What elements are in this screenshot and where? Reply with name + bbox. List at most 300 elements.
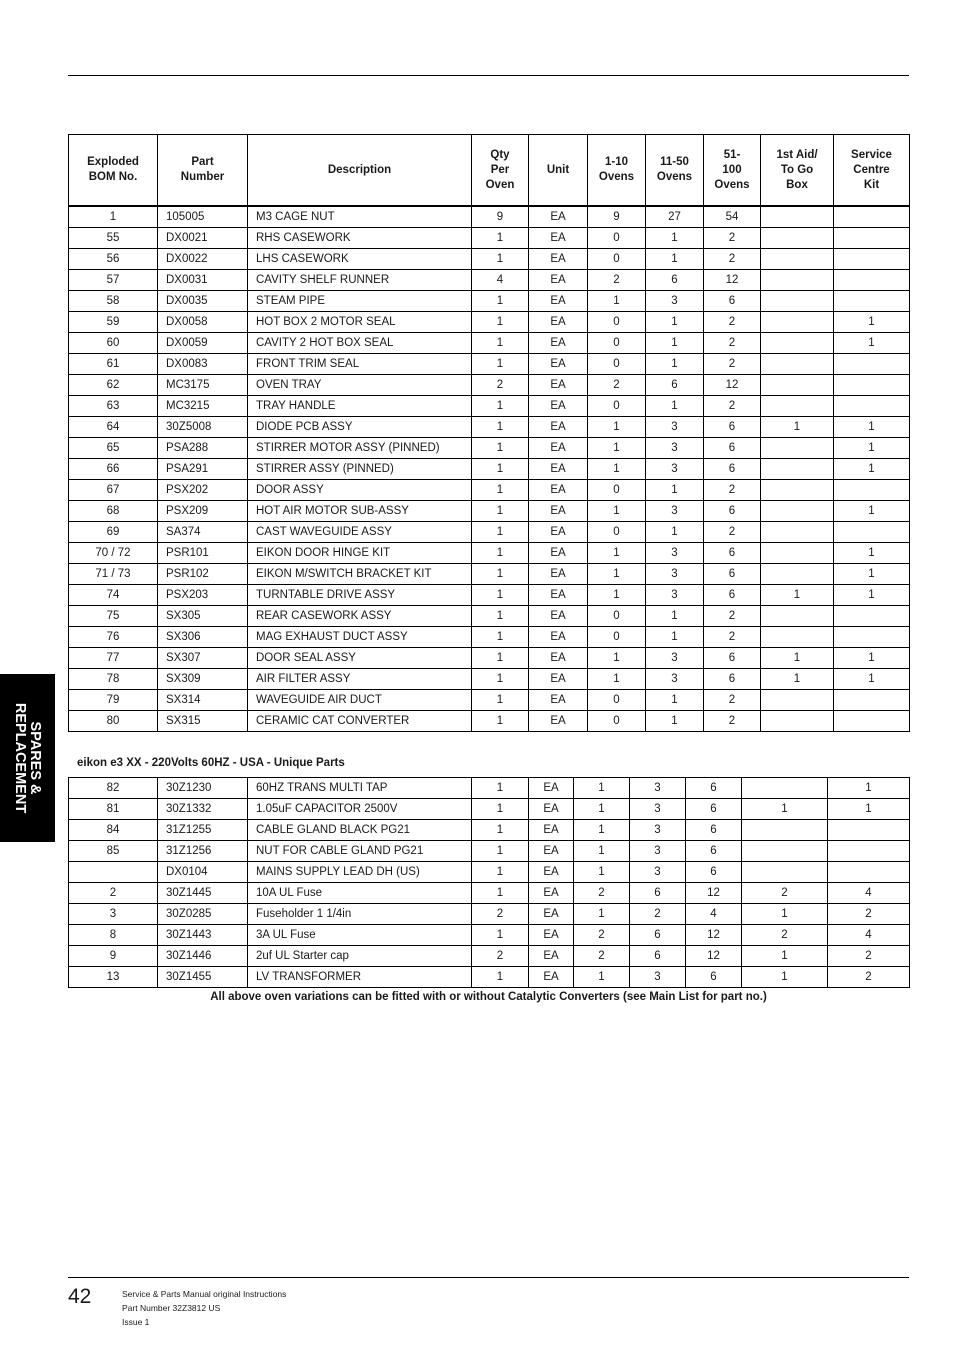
column-header: 11-50 Ovens (646, 135, 704, 207)
table-cell: 2 (704, 333, 761, 354)
table-cell (761, 291, 834, 312)
table-cell: 1 (742, 904, 828, 925)
table-cell: 3 (646, 417, 704, 438)
table-cell: 1 (472, 690, 529, 711)
table-cell: 1 (588, 291, 646, 312)
table-row (69, 690, 910, 711)
table-cell (834, 206, 910, 228)
table-cell: TURNTABLE DRIVE ASSY (248, 585, 472, 606)
table-cell: CAST WAVEGUIDE ASSY (248, 522, 472, 543)
table-cell: 30Z1455 (158, 967, 248, 988)
table-cell: OVEN TRAY (248, 375, 472, 396)
table-cell: 2 (574, 925, 630, 946)
table-row (69, 312, 910, 333)
table-cell: 75 (69, 606, 158, 627)
table-cell: WAVEGUIDE AIR DUCT (248, 690, 472, 711)
table-cell: DX0021 (158, 228, 248, 249)
table-cell: 12 (704, 270, 761, 291)
table-cell: DX0059 (158, 333, 248, 354)
table-row (69, 459, 910, 480)
table-cell: 0 (588, 249, 646, 270)
table-cell: 0 (588, 333, 646, 354)
table-cell: 1 (834, 501, 910, 522)
table-cell: 2 (472, 904, 529, 925)
table-cell: 62 (69, 375, 158, 396)
table-cell: 1 (472, 228, 529, 249)
table-cell: 4 (828, 883, 910, 904)
table-cell: 2 (472, 375, 529, 396)
table-cell: 1 (834, 312, 910, 333)
table-cell: 67 (69, 480, 158, 501)
table-cell: 2 (704, 711, 761, 732)
table-row (69, 820, 910, 841)
footnote: All above oven variations can be fitted with or without Catalytic Converters (see Main List for part no.) (210, 991, 767, 1003)
table-cell: 1 (761, 648, 834, 669)
table-cell: 1 (472, 711, 529, 732)
table-row (69, 354, 910, 375)
table-cell: 6 (704, 648, 761, 669)
table-cell: 3 (646, 669, 704, 690)
table-cell: DX0058 (158, 312, 248, 333)
table-cell (742, 778, 828, 799)
table-cell: 2 (704, 627, 761, 648)
table-cell: 4 (828, 925, 910, 946)
table-cell: EIKON M/SWITCH BRACKET KIT (248, 564, 472, 585)
table-cell: 2 (588, 375, 646, 396)
table-cell: 2 (742, 925, 828, 946)
table-row (69, 925, 910, 946)
table-cell: 1 (646, 228, 704, 249)
table-cell: EA (529, 522, 588, 543)
table-cell (761, 522, 834, 543)
table-cell: 1.05uF CAPACITOR 2500V (248, 799, 472, 820)
column-header: 1-10 Ovens (588, 135, 646, 207)
table-cell: 0 (588, 480, 646, 501)
table-cell: 6 (686, 862, 742, 883)
table-cell: 3 (646, 543, 704, 564)
table-cell: 12 (686, 925, 742, 946)
table-cell: STIRRER MOTOR ASSY (PINNED) (248, 438, 472, 459)
table-cell: EA (529, 925, 574, 946)
table-cell: 30Z1445 (158, 883, 248, 904)
table-cell: PSX203 (158, 585, 248, 606)
table-cell: 1 (472, 820, 529, 841)
table-cell: 30Z0285 (158, 904, 248, 925)
table-cell: EA (529, 354, 588, 375)
parts-table (68, 134, 910, 732)
table-cell: EA (529, 820, 574, 841)
section-tab-line-1: SPARES & (27, 721, 43, 795)
table-row (69, 627, 910, 648)
table-cell: 84 (69, 820, 158, 841)
table-cell: EA (529, 967, 574, 988)
table-cell: 59 (69, 312, 158, 333)
table-cell: SX315 (158, 711, 248, 732)
table-cell: EA (529, 883, 574, 904)
table-cell: LHS CASEWORK (248, 249, 472, 270)
table-cell: 6 (686, 799, 742, 820)
table-cell: 1 (834, 669, 910, 690)
table-cell: EA (529, 690, 588, 711)
table-cell: 0 (588, 354, 646, 375)
table-row (69, 669, 910, 690)
table-cell: 1 (834, 564, 910, 585)
table-cell: 30Z1443 (158, 925, 248, 946)
table-row (69, 333, 910, 354)
table-cell (834, 228, 910, 249)
table-cell: HOT AIR MOTOR SUB-ASSY (248, 501, 472, 522)
table-cell: EA (529, 648, 588, 669)
table-cell: 2 (630, 904, 686, 925)
table-cell: 1 (574, 904, 630, 925)
table-cell: MAG EXHAUST DUCT ASSY (248, 627, 472, 648)
table-cell: PSA291 (158, 459, 248, 480)
table-cell (761, 228, 834, 249)
table-cell (761, 249, 834, 270)
table-body (69, 778, 910, 988)
table-cell (761, 354, 834, 375)
table-cell: 12 (704, 375, 761, 396)
table-cell: 1 (588, 564, 646, 585)
table-cell (742, 862, 828, 883)
table-cell: M3 CAGE NUT (248, 206, 472, 228)
table-cell: 1 (472, 883, 529, 904)
table-cell (834, 375, 910, 396)
unique-parts-table (68, 777, 910, 988)
table-row (69, 904, 910, 925)
table-cell: 31Z1256 (158, 841, 248, 862)
table-cell: 85 (69, 841, 158, 862)
table-cell: 1 (646, 312, 704, 333)
table-row (69, 270, 910, 291)
table-cell: 6 (704, 669, 761, 690)
table-cell: EA (529, 270, 588, 291)
table-cell: 1 (588, 543, 646, 564)
table-row (69, 396, 910, 417)
table-cell: CERAMIC CAT CONVERTER (248, 711, 472, 732)
table-cell: 1 (574, 778, 630, 799)
table-cell: 2 (704, 312, 761, 333)
table-cell: 27 (646, 206, 704, 228)
table-cell: EA (529, 206, 588, 228)
table-cell: 1 (588, 669, 646, 690)
table-cell: 1 (574, 862, 630, 883)
table-cell: 6 (686, 967, 742, 988)
table-cell (761, 375, 834, 396)
table-cell: TRAY HANDLE (248, 396, 472, 417)
table-cell: SX307 (158, 648, 248, 669)
table-cell: 54 (704, 206, 761, 228)
table-cell: 58 (69, 291, 158, 312)
footer-line-3: Issue 1 (122, 1317, 150, 1327)
table-cell: 1 (588, 438, 646, 459)
table-cell: 2 (704, 522, 761, 543)
table-cell: EA (529, 946, 574, 967)
table-cell: 1 (646, 333, 704, 354)
table-cell: 2 (574, 883, 630, 904)
table-cell: 6 (686, 820, 742, 841)
table-cell (742, 841, 828, 862)
table-cell (834, 354, 910, 375)
table-cell: 6 (704, 543, 761, 564)
table-cell: 1 (472, 480, 529, 501)
table-cell: 56 (69, 249, 158, 270)
table-cell: 3 (646, 291, 704, 312)
table-cell: 1 (646, 396, 704, 417)
table-cell: 1 (834, 417, 910, 438)
table-cell: 10A UL Fuse (248, 883, 472, 904)
table-cell: 1 (472, 312, 529, 333)
table-cell: 105005 (158, 206, 248, 228)
table-cell: PSR101 (158, 543, 248, 564)
table-cell: 1 (472, 862, 529, 883)
table-cell: 0 (588, 312, 646, 333)
table-cell (761, 206, 834, 228)
table-cell: SX314 (158, 690, 248, 711)
table-cell: 1 (646, 606, 704, 627)
table-cell (742, 820, 828, 841)
footer-text (122, 1287, 286, 1329)
table-cell: 3 (630, 778, 686, 799)
table-cell: 79 (69, 690, 158, 711)
table-cell: 2 (828, 967, 910, 988)
table-cell: SX305 (158, 606, 248, 627)
section-tab-line-2: REPLACEMENT (12, 702, 28, 814)
table-cell: EA (529, 501, 588, 522)
table-cell: 6 (646, 270, 704, 291)
table-cell: SX309 (158, 669, 248, 690)
table-cell: 3 (69, 904, 158, 925)
table-cell (761, 480, 834, 501)
table-cell: MC3175 (158, 375, 248, 396)
table-row (69, 862, 910, 883)
table-cell: 1 (761, 669, 834, 690)
table-cell: FRONT TRIM SEAL (248, 354, 472, 375)
table-cell: 2 (574, 946, 630, 967)
table-cell: 1 (472, 291, 529, 312)
table-cell: AIR FILTER ASSY (248, 669, 472, 690)
table-cell: EA (529, 564, 588, 585)
table-cell: PSX209 (158, 501, 248, 522)
table-cell (828, 862, 910, 883)
table-cell: 1 (646, 522, 704, 543)
table-row (69, 564, 910, 585)
table-cell: 1 (472, 249, 529, 270)
table-cell: MAINS SUPPLY LEAD DH (US) (248, 862, 472, 883)
table-cell: 2uf UL Starter cap (248, 946, 472, 967)
table-cell (828, 820, 910, 841)
table-cell: 2 (704, 480, 761, 501)
table-row (69, 946, 910, 967)
table-cell: 1 (742, 799, 828, 820)
table-cell: EA (529, 480, 588, 501)
table-cell: 3 (630, 862, 686, 883)
table-cell: 0 (588, 396, 646, 417)
table-cell: 3A UL Fuse (248, 925, 472, 946)
table-cell: REAR CASEWORK ASSY (248, 606, 472, 627)
table-cell (761, 333, 834, 354)
table-cell: 81 (69, 799, 158, 820)
table-cell: 6 (704, 501, 761, 522)
table-cell: 68 (69, 501, 158, 522)
table-cell (828, 841, 910, 862)
table-cell: DX0104 (158, 862, 248, 883)
table-cell: 6 (686, 841, 742, 862)
table-cell (69, 862, 158, 883)
table-row (69, 206, 910, 228)
section-title: eikon e3 XX - 220Volts 60HZ - USA - Unique Parts (77, 757, 345, 769)
column-header: Unit (529, 135, 588, 207)
table-cell (834, 711, 910, 732)
table-cell (761, 543, 834, 564)
table-cell: 1 (588, 417, 646, 438)
table-cell: 12 (686, 883, 742, 904)
table-cell: 1 (574, 967, 630, 988)
table-cell: 74 (69, 585, 158, 606)
table-cell: 3 (630, 841, 686, 862)
table-cell: EA (529, 711, 588, 732)
table-cell: EA (529, 904, 574, 925)
table-cell: 4 (686, 904, 742, 925)
table-cell: EA (529, 799, 574, 820)
table-cell: EA (529, 333, 588, 354)
table-cell: SA374 (158, 522, 248, 543)
table-cell: 60 (69, 333, 158, 354)
footer-line-1: Service & Parts Manual original Instructions (122, 1289, 287, 1299)
table-cell: 9 (69, 946, 158, 967)
table-cell: 1 (472, 606, 529, 627)
table-cell: 1 (646, 354, 704, 375)
table-cell: 30Z1230 (158, 778, 248, 799)
table-cell: 2 (704, 249, 761, 270)
table-cell: 6 (686, 778, 742, 799)
table-cell: 1 (761, 417, 834, 438)
table-row (69, 841, 910, 862)
table-cell: 1 (588, 459, 646, 480)
table-cell: 1 (472, 585, 529, 606)
table-cell: 69 (69, 522, 158, 543)
table-row (69, 522, 910, 543)
table-cell: 3 (646, 648, 704, 669)
column-header: Qty Per Oven (472, 135, 529, 207)
table-cell: 30Z1446 (158, 946, 248, 967)
table-cell: 13 (69, 967, 158, 988)
table-cell: 2 (742, 883, 828, 904)
page-number: 42 (68, 1285, 92, 1308)
table-cell: 1 (834, 648, 910, 669)
table-cell: 1 (472, 543, 529, 564)
table-cell: 1 (472, 459, 529, 480)
table-cell: 1 (472, 925, 529, 946)
table-cell: 1 (834, 585, 910, 606)
bottom-rule (68, 1277, 909, 1278)
table-cell: 1 (472, 648, 529, 669)
table-cell: 2 (472, 946, 529, 967)
table-cell: 1 (472, 417, 529, 438)
table-cell: EA (529, 375, 588, 396)
table-cell: 1 (742, 967, 828, 988)
table-cell: EA (529, 459, 588, 480)
table-row (69, 501, 910, 522)
table-cell: 6 (704, 564, 761, 585)
table-cell: 1 (646, 249, 704, 270)
table-cell (761, 564, 834, 585)
table-cell: 57 (69, 270, 158, 291)
table-row (69, 417, 910, 438)
table-cell: 8 (69, 925, 158, 946)
table-cell: RHS CASEWORK (248, 228, 472, 249)
table-cell (761, 312, 834, 333)
table-cell: 1 (472, 333, 529, 354)
table-cell: CAVITY 2 HOT BOX SEAL (248, 333, 472, 354)
table-cell: 70 / 72 (69, 543, 158, 564)
top-rule (68, 75, 909, 76)
table-cell: EA (529, 606, 588, 627)
table-cell: EA (529, 585, 588, 606)
table-cell: 1 (828, 778, 910, 799)
table-cell: EA (529, 841, 574, 862)
table-cell (834, 480, 910, 501)
column-header: Description (248, 135, 472, 207)
table-cell: STIRRER ASSY (PINNED) (248, 459, 472, 480)
table-cell: 30Z5008 (158, 417, 248, 438)
column-header: Exploded BOM No. (69, 135, 158, 207)
table-cell (834, 249, 910, 270)
table-cell: 1 (574, 799, 630, 820)
table-cell: 78 (69, 669, 158, 690)
column-header: 1st Aid/ To Go Box (761, 135, 834, 207)
table-row (69, 480, 910, 501)
table-cell: 65 (69, 438, 158, 459)
table-cell: EA (529, 627, 588, 648)
table-cell (761, 396, 834, 417)
table-cell: 80 (69, 711, 158, 732)
column-header: Part Number (158, 135, 248, 207)
table-row (69, 967, 910, 988)
table-cell: 1 (574, 841, 630, 862)
table-cell: 1 (472, 438, 529, 459)
table-cell: EIKON DOOR HINGE KIT (248, 543, 472, 564)
table-cell: 1 (834, 459, 910, 480)
table-cell: 30Z1332 (158, 799, 248, 820)
table-cell: DX0035 (158, 291, 248, 312)
table-cell: EA (529, 778, 574, 799)
table-cell: 31Z1255 (158, 820, 248, 841)
table-cell: 3 (646, 501, 704, 522)
table-cell: Fuseholder 1 1/4in (248, 904, 472, 925)
table-cell: 6 (630, 946, 686, 967)
footer-line-2: Part Number 32Z3812 US (122, 1303, 221, 1313)
table-cell: 2 (704, 228, 761, 249)
table-cell: 2 (704, 606, 761, 627)
table-cell: 1 (472, 396, 529, 417)
table-cell: EA (529, 669, 588, 690)
table-cell: 6 (704, 459, 761, 480)
table-cell: 1 (588, 585, 646, 606)
table-cell: NUT FOR CABLE GLAND PG21 (248, 841, 472, 862)
table-cell: 76 (69, 627, 158, 648)
table-cell: 1 (646, 480, 704, 501)
table-cell: 61 (69, 354, 158, 375)
table-cell: 1 (834, 543, 910, 564)
table-cell: 71 / 73 (69, 564, 158, 585)
table-cell: 0 (588, 522, 646, 543)
table-row (69, 711, 910, 732)
table-cell: 3 (646, 459, 704, 480)
table-cell: 3 (630, 799, 686, 820)
table-cell: 9 (472, 206, 529, 228)
table-cell: 1 (472, 967, 529, 988)
